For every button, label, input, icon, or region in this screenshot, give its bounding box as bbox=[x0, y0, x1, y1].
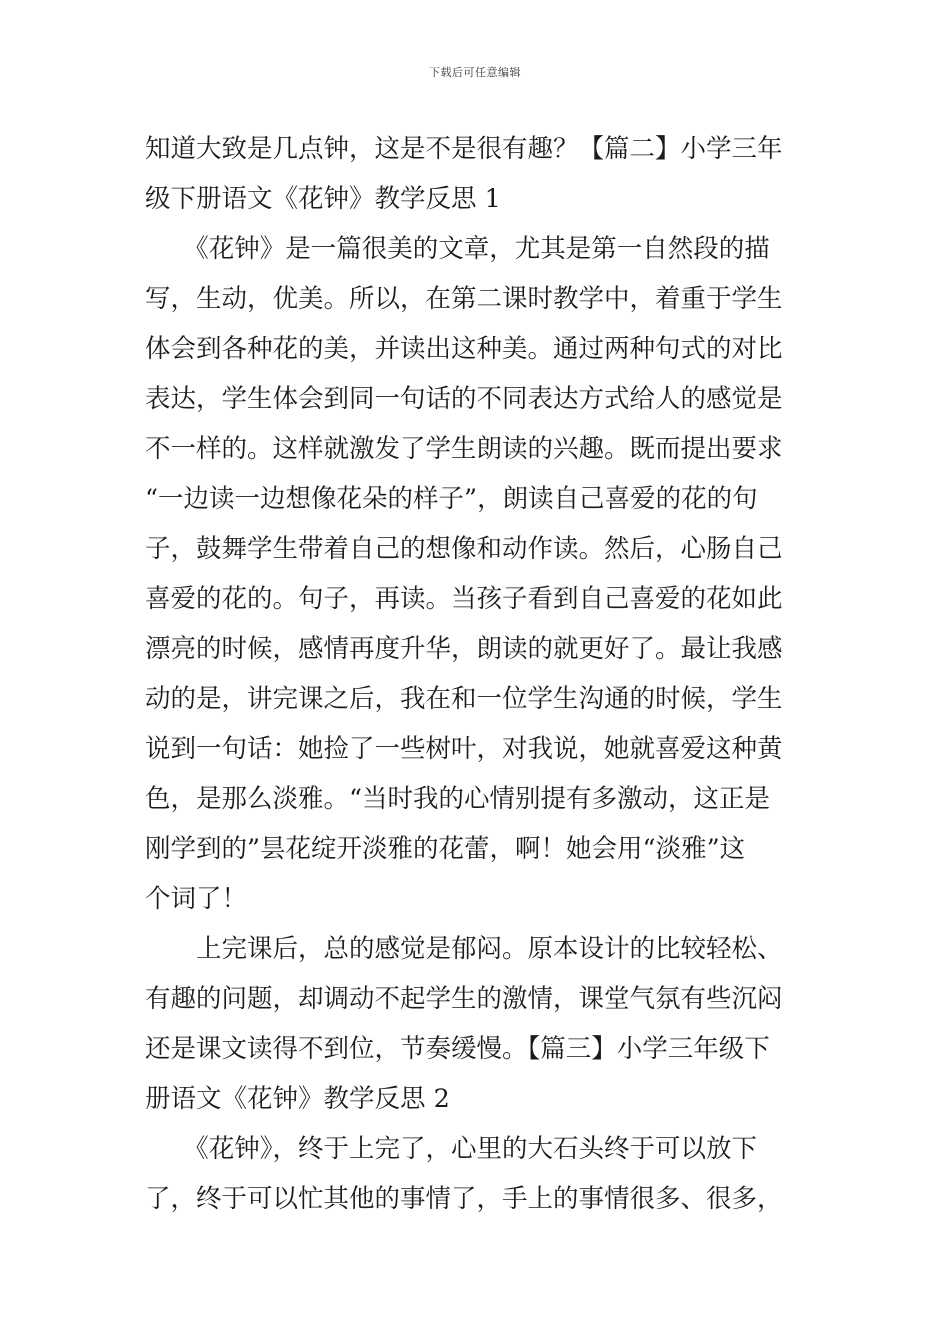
text-line: 还是课文读得不到位，节奏缓慢。【篇三】小学三年级下 bbox=[145, 1034, 770, 1064]
text-line: 《花钟》，终于上完了，心里的大石头终于可以放下 bbox=[145, 1134, 758, 1164]
text-line: 喜爱的花的。句子，再读。当孩子看到自己喜爱的花如此 bbox=[145, 584, 783, 614]
text-line: 体会到各种花的美，并读出这种美。通过两种句式的对比 bbox=[145, 334, 783, 364]
text-line: 说到一句话：她捡了一些树叶，对我说，她就喜爱这种黄 bbox=[145, 734, 783, 764]
text-line: 知道大致是几点钟，这是不是很有趣？【篇二】小学三年 bbox=[145, 134, 783, 164]
text-line: 表达，学生体会到同一句话的不同表达方式给人的感觉是 bbox=[145, 384, 783, 414]
text-line: 上完课后，总的感觉是郁闷。原本设计的比较轻松、 bbox=[145, 934, 783, 964]
text-line: 册语文《花钟》教学反思 2 bbox=[145, 1084, 450, 1114]
text-line: 级下册语文《花钟》教学反思 1 bbox=[145, 184, 501, 214]
text-line: 子，鼓舞学生带着自己的想像和动作读。然后，心肠自己 bbox=[145, 534, 783, 564]
text-line: 漂亮的时候，感情再度升华，朗读的就更好了。最让我感 bbox=[145, 634, 783, 664]
body-text bbox=[145, 124, 807, 1224]
text-line: 刚学到的”昙花绽开淡雅的花蕾，啊！她会用“淡雅”这 bbox=[145, 834, 746, 864]
text-line: 了，终于可以忙其他的事情了，手上的事情很多、很多， bbox=[145, 1184, 783, 1214]
page-header: 下载后可任意编辑 bbox=[429, 66, 521, 79]
text-line: 写，生动，优美。所以，在第二课时教学中，着重于学生 bbox=[145, 284, 783, 314]
text-line: 有趣的问题，却调动不起学生的激情，课堂气氛有些沉闷 bbox=[145, 984, 783, 1014]
text-line: 个词了！ bbox=[145, 884, 248, 914]
text-line: 色，是那么淡雅。“当时我的心情别提有多激动，这正是 bbox=[145, 784, 771, 814]
text-line: “一边读一边想像花朵的样子”，朗读自己喜爱的花的句 bbox=[145, 484, 758, 514]
text-line: 不一样的。这样就激发了学生朗读的兴趣。既而提出要求 bbox=[145, 434, 783, 464]
text-line: 《花钟》是一篇很美的文章，尤其是第一自然段的描 bbox=[145, 234, 770, 264]
text-line: 动的是，讲完课之后，我在和一位学生沟通的时候，学生 bbox=[145, 684, 783, 714]
